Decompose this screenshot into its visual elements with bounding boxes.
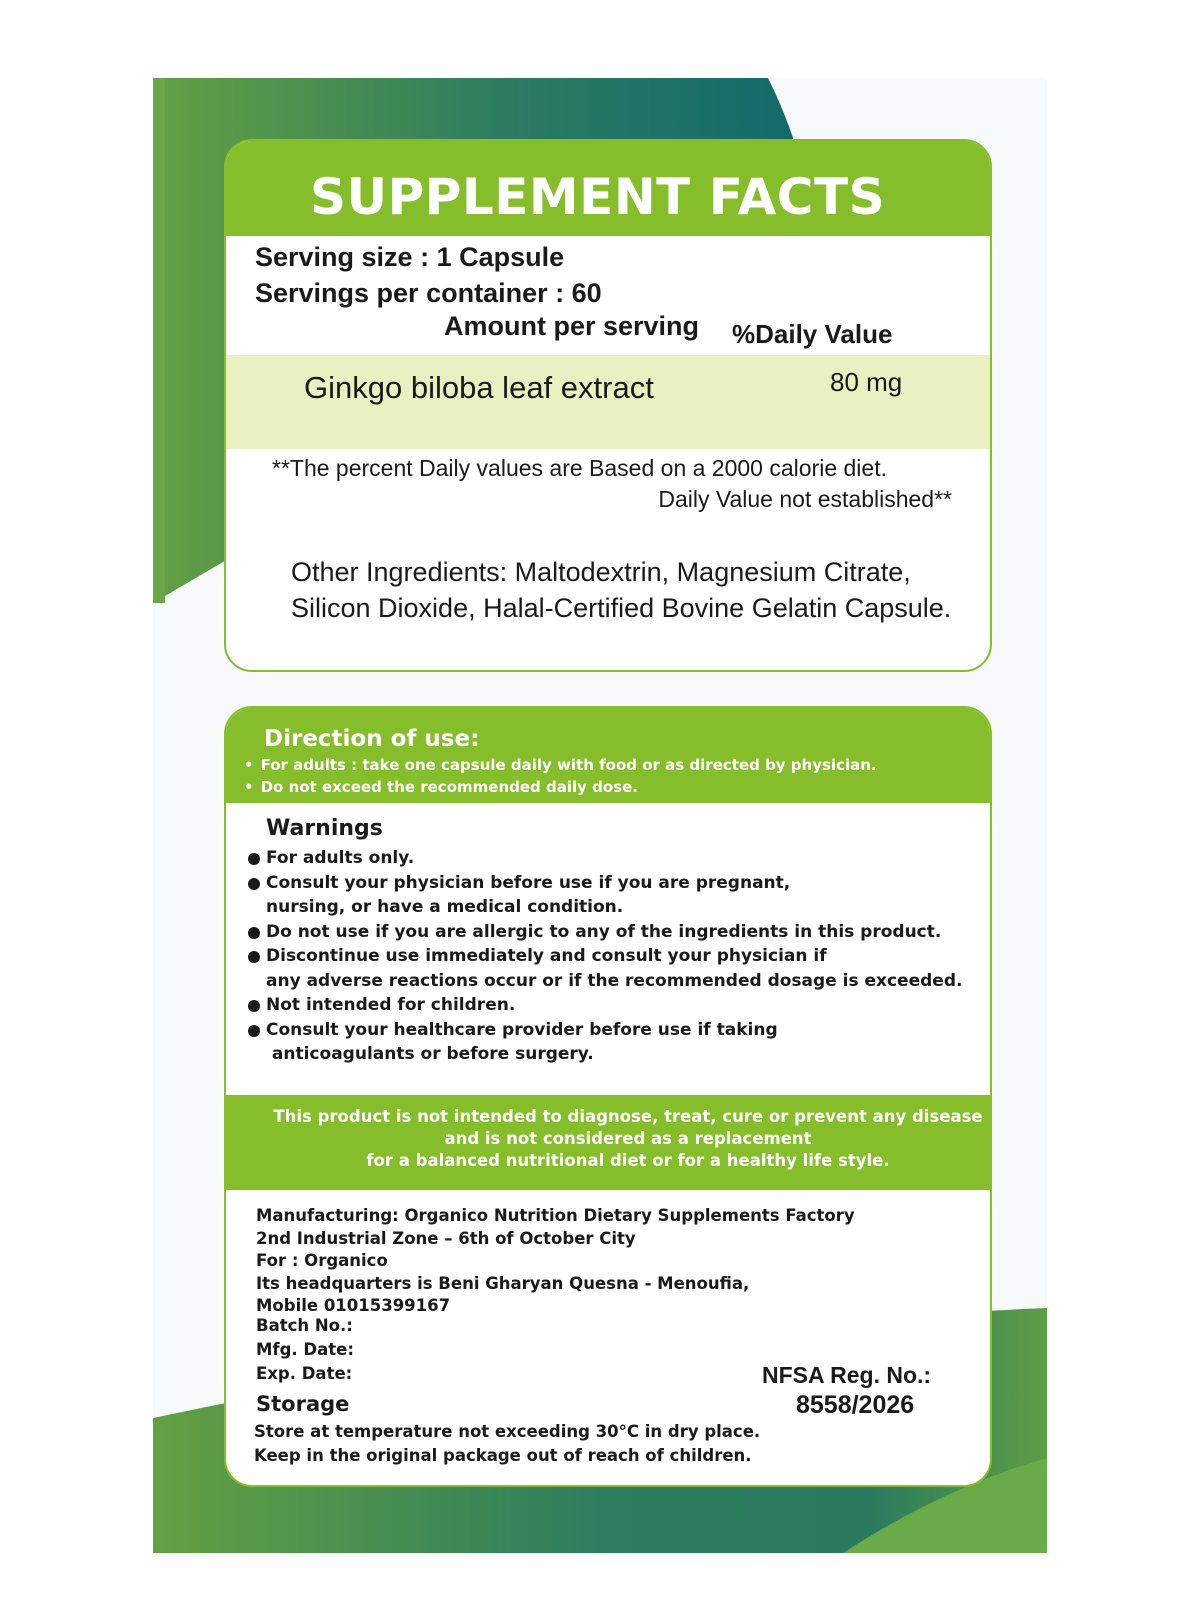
disclaimer-line: This product is not intended to diagnose, treat, cure or prevent any disease xyxy=(273,1107,983,1126)
warning-item xyxy=(248,846,988,871)
ingredient-row xyxy=(226,355,990,449)
other-ingredients-line: Silicon Dioxide, Halal-Certified Bovine Gelatin Capsule. xyxy=(291,593,952,623)
warning-line: Consult your healthcare provider before use if taking xyxy=(266,1019,778,1040)
supplement-facts-panel xyxy=(224,139,992,672)
supplement-facts-title: SUPPLEMENT FACTS xyxy=(226,141,990,236)
daily-value-header: %Daily Value xyxy=(732,319,893,349)
manufacturer-line: Manufacturing: Organico Nutrition Dietary Supplements Factory xyxy=(256,1206,855,1225)
warning-line: Not intended for children. xyxy=(266,995,516,1015)
warning-item xyxy=(248,993,988,1018)
servings-per-container: Servings per container : 60 xyxy=(255,278,602,308)
directions-item: • For adults : take one capsule daily with food or as directed by physician. xyxy=(244,754,877,776)
manufacturer-line: 2nd Industrial Zone – 6th of October City xyxy=(256,1228,636,1248)
warning-line: Do not use if you are allergic to any of the ingredients in this product. xyxy=(266,921,942,942)
directions-title: Direction of use: xyxy=(264,726,480,752)
left-edge-band xyxy=(153,78,165,603)
warning-item xyxy=(248,944,988,993)
warning-line: For adults only. xyxy=(266,848,415,868)
manufacturer-line: Its headquarters is Beni Gharyan Quesna - Menoufia, xyxy=(256,1273,750,1293)
ingredient-amount: 80 mg xyxy=(830,367,903,397)
registration-number: 8558/2026 xyxy=(796,1391,915,1419)
directions-item: • Do not exceed the recommended daily dose. xyxy=(244,776,877,798)
warning-item xyxy=(248,871,988,920)
disclaimer-line: and is not considered as a replacement xyxy=(444,1129,812,1148)
serving-size: Serving size : 1 Capsule xyxy=(255,242,565,272)
warning-line: Discontinue use immediately and consult your physician if xyxy=(266,946,827,966)
storage-title: Storage xyxy=(256,1392,350,1416)
batch-info xyxy=(256,1314,354,1386)
warning-item xyxy=(248,1018,988,1067)
warning-line: Consult your physician before use if you are pregnant, xyxy=(266,872,791,893)
storage-instructions xyxy=(254,1420,760,1468)
mfg-date-label: Mfg. Date: xyxy=(256,1340,354,1359)
directions-header xyxy=(226,708,990,803)
column-headers xyxy=(226,311,990,351)
other-ingredients xyxy=(291,554,971,626)
registration-label: NFSA Reg. No.: xyxy=(762,1362,932,1388)
disclaimer-banner xyxy=(226,1095,990,1190)
manufacturer-line: Mobile 01015399167 xyxy=(256,1296,451,1315)
directions-list xyxy=(244,754,877,798)
storage-line: Store at temperature not exceeding 30°C in dry place. xyxy=(254,1422,761,1441)
warning-line: any adverse reactions occur or if the recommended dosage is exceeded. xyxy=(266,970,963,991)
warning-line: nursing, or have a medical condition. xyxy=(266,897,624,917)
manufacturer-info xyxy=(256,1205,855,1318)
amount-per-serving-header: Amount per serving xyxy=(444,311,700,341)
other-ingredients-line: Other Ingredients: Maltodextrin, Magnesium Citrate, xyxy=(291,557,911,587)
directions-panel xyxy=(224,706,992,1487)
exp-date-label: Exp. Date: xyxy=(256,1364,353,1383)
manufacturer-line: For : Organico xyxy=(256,1251,388,1270)
ingredient-name: Ginkgo biloba leaf extract xyxy=(304,370,654,405)
daily-value-footnote: **The percent Daily values are Based on a 2000 calorie diet. xyxy=(272,455,887,481)
warning-item xyxy=(248,920,988,945)
warnings-title: Warnings xyxy=(266,816,383,841)
storage-line: Keep in the original package out of reach of children. xyxy=(254,1446,752,1465)
batch-number-label: Batch No.: xyxy=(256,1316,353,1335)
disclaimer-line: for a balanced nutritional diet or for a healthy life style. xyxy=(366,1151,890,1170)
warning-line: anticoagulants or before surgery. xyxy=(266,1044,594,1064)
warnings-list xyxy=(248,846,988,1067)
daily-value-not-established: Daily Value not established** xyxy=(658,486,952,512)
